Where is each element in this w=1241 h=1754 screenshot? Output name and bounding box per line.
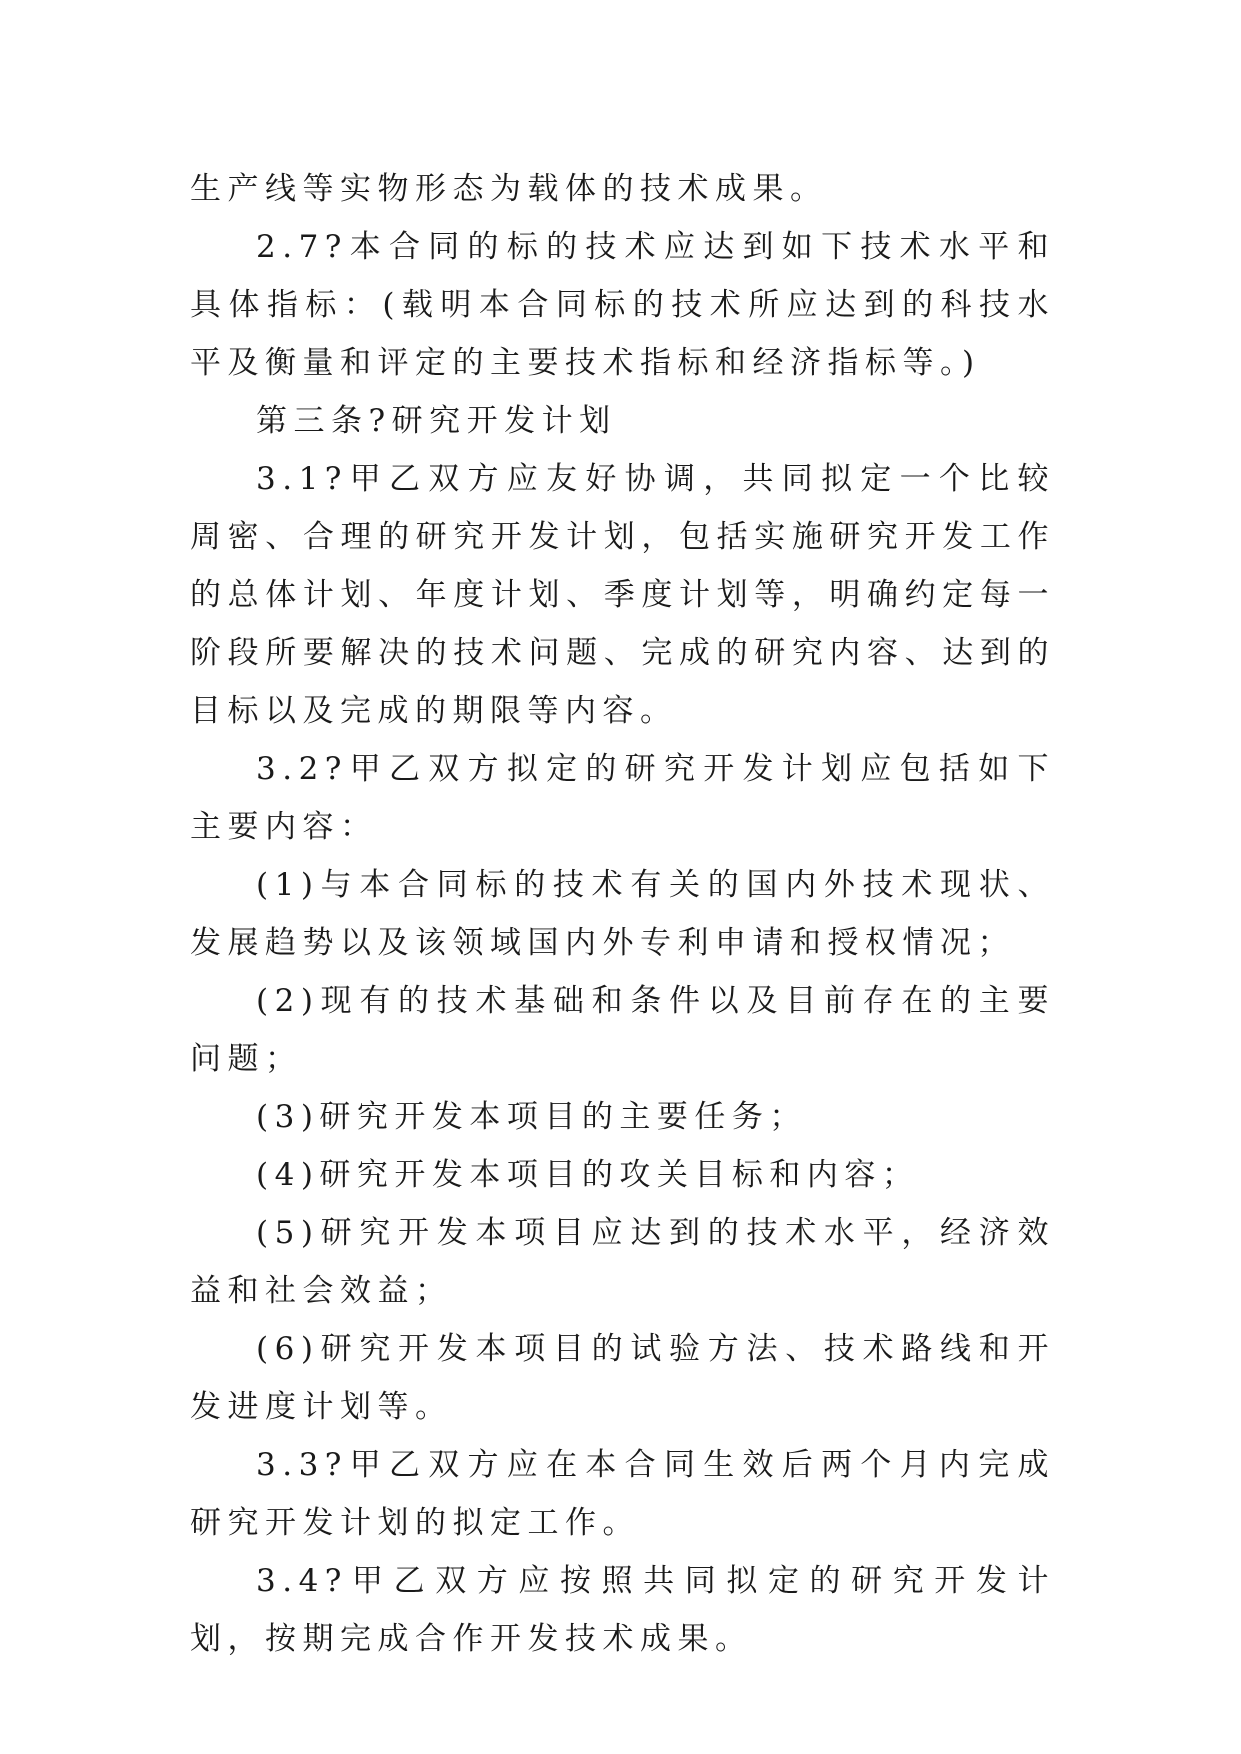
list-item-5: (5)研究开发本项目应达到的技术水平，经济效益和社会效益； — [190, 1215, 1055, 1309]
paragraph-3-1: 3.1?甲乙双方应友好协调，共同拟定一个比较周密、合理的研究开发计划，包括实施研究开发工作的总体计划、年度计划、季度计划等，明确约定每一阶段所要解决的技术问题、完成的研究内容、达到的目标以及完成的期限等内容。 — [190, 461, 1055, 729]
section-heading-article-3: 第三条?研究开发计划 — [256, 403, 617, 439]
list-item-1: (1)与本合同标的技术有关的国内外技术现状、发展趋势以及该领域国内外专利申请和授权情况； — [190, 867, 1055, 961]
document-body — [190, 160, 1055, 1668]
list-item-4: (4)研究开发本项目的攻关目标和内容； — [256, 1157, 920, 1193]
list-item-6: (6)研究开发本项目的试验方法、技术路线和开发进度计划等。 — [190, 1331, 1055, 1425]
paragraph-3-4: 3.4?甲乙双方应按照共同拟定的研究开发计划，按期完成合作开发技术成果。 — [190, 1563, 1055, 1657]
paragraph-continuation: 生产线等实物形态为载体的技术成果。 — [190, 171, 828, 207]
paragraph-3-2: 3.2?甲乙双方拟定的研究开发计划应包括如下主要内容： — [190, 751, 1055, 845]
list-item-2: (2)现有的技术基础和条件以及目前存在的主要问题； — [190, 983, 1055, 1077]
paragraph-2-7: 2.7?本合同的标的技术应达到如下技术水平和具体指标：(载明本合同标的技术所应达到的科技水平及衡量和评定的主要技术指标和经济指标等。) — [190, 229, 1055, 381]
paragraph-3-3: 3.3?甲乙双方应在本合同生效后两个月内完成研究开发计划的拟定工作。 — [190, 1447, 1055, 1541]
list-item-3: (3)研究开发本项目的主要任务； — [256, 1099, 807, 1135]
